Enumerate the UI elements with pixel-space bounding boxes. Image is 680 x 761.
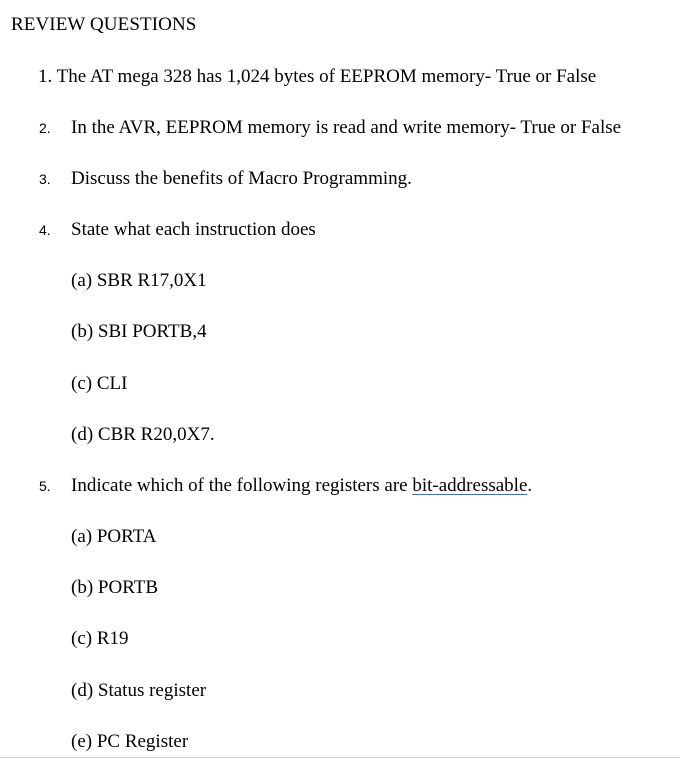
q4-option-d: (d) CBR R20,0X7. <box>71 424 215 445</box>
page-bottom-divider <box>0 757 680 758</box>
bit-addressable-term: bit-addressable <box>412 475 528 496</box>
question-4-text: State what each instruction does <box>71 219 316 240</box>
q4-option-c: (c) CLI <box>71 373 128 394</box>
question-3-number: 3. <box>39 171 51 187</box>
question-2-number: 2. <box>39 120 51 136</box>
question-5-text-after: . <box>527 475 533 496</box>
question-5-text <box>71 474 532 498</box>
q5-option-c: (c) R19 <box>71 628 129 649</box>
question-1-text: The AT mega 328 has 1,024 bytes of EEPROM memory- True or False <box>56 66 597 87</box>
question-1-number: 1. <box>38 66 53 87</box>
question-2-text: In the AVR, EEPROM memory is read and write memory- True or False <box>71 117 622 138</box>
q4-option-b: (b) SBI PORTB,4 <box>71 321 207 342</box>
q5-option-d: (d) Status register <box>71 680 207 701</box>
question-3-text: Discuss the benefits of Macro Programming. <box>71 168 412 189</box>
q4-option-a: (a) SBR R17,0X1 <box>71 270 207 291</box>
q5-option-a: (a) PORTA <box>71 526 157 547</box>
question-5-text-before: Indicate which of the following registers are <box>71 475 413 496</box>
q5-option-e: (e) PC Register <box>71 731 189 752</box>
page-title: REVIEW QUESTIONS <box>11 14 197 35</box>
question-1 <box>38 65 596 89</box>
question-4-number: 4. <box>39 222 51 238</box>
question-5-number: 5. <box>39 478 51 494</box>
q5-option-b: (b) PORTB <box>71 577 159 598</box>
